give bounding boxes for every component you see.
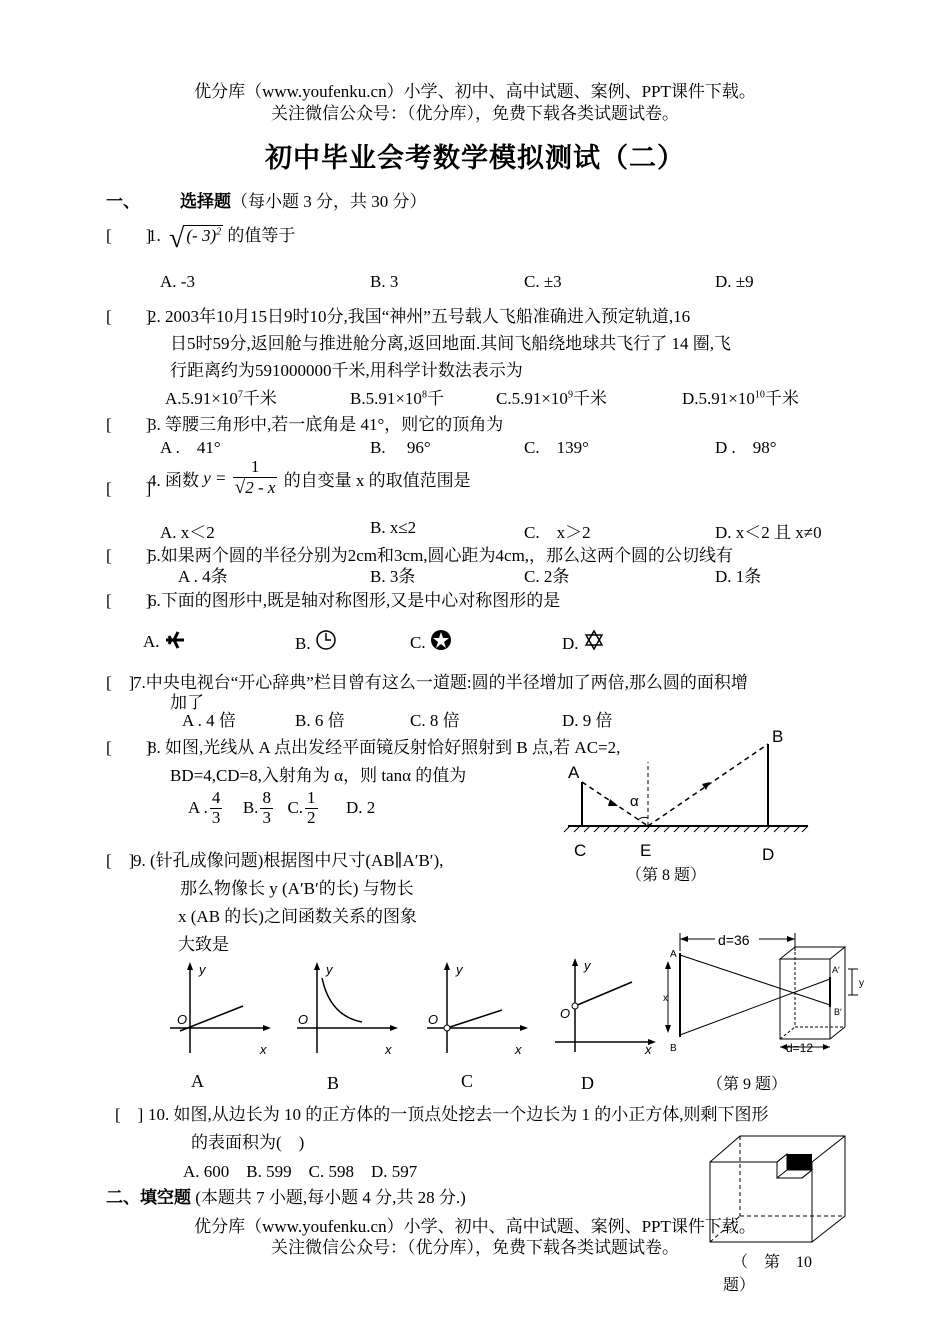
figure-9-y: y (859, 978, 864, 989)
q9-bracket[interactable]: [ ] (106, 851, 135, 870)
q4-fraction (233, 458, 278, 499)
figure-8-caption: （第 8 题） (626, 867, 707, 884)
q8-option-c-num: 1 (307, 788, 316, 807)
q1-option-b[interactable]: B. 3 (370, 272, 399, 291)
q2-option-a[interactable] (165, 384, 277, 409)
q1-tail: 的值等于 (227, 226, 296, 245)
section-1-heading (180, 187, 427, 212)
q4-stem (148, 458, 471, 499)
q4-numerator: 1 (233, 458, 278, 478)
q4-lhs: y = (203, 468, 227, 488)
q3-stem: 3. 等腰三角形中,若一底角是 41°，则它的顶角为 (148, 415, 504, 434)
q4-denominator: √2 - x (234, 476, 276, 498)
section-2-note: (本题共 7 小题,每小题 4 分,共 28 分.) (195, 1188, 466, 1207)
section-1-note: （每小题 3 分，共 30 分） (231, 192, 427, 211)
q6-stem: 6.下面的图形中,既是轴对称图形,又是中心对称图形的是 (148, 591, 561, 610)
q8-option-b-den: 3 (262, 807, 271, 827)
q2-option-d-unit: 千米 (764, 389, 799, 408)
q7-option-b[interactable]: B. 6 倍 (295, 711, 345, 730)
q9-option-a[interactable]: A (191, 1071, 204, 1091)
figure-9-d2: d=12 (786, 1041, 814, 1055)
airplane-icon (164, 629, 186, 651)
q1-option-d[interactable]: D. ±9 (715, 272, 754, 291)
q10-line-1: 10. 如图,从边长为 10 的正方体的一顶点处挖去一个边长为 1 的小正方体,则剩下图形 (148, 1105, 769, 1124)
q1-bracket[interactable]: [ ] (106, 226, 152, 245)
q9-graph-b-x: x (385, 1042, 392, 1057)
q1-stem (148, 221, 295, 255)
q3-option-d[interactable]: D . 98° (715, 438, 777, 457)
q9-graph-a-o: O (177, 1012, 188, 1027)
q9-option-c[interactable]: C (461, 1071, 474, 1091)
q1-radicand: (- 3) (186, 226, 217, 245)
figure-8-label-d: D (762, 845, 775, 864)
q6-option-b-label: B. (295, 634, 311, 653)
figure-8-label-c: C (574, 841, 587, 860)
q9-graph-b-y: y (326, 962, 333, 977)
footer-line-1: 优分库（www.youfenku.cn）小学、初中、高中试题、案例、PPT课件下载。 (194, 1217, 756, 1236)
q9-line-2: 那么物像长 y (A′B′的长) 与物长 (180, 879, 414, 898)
q8-option-b-num: 8 (262, 788, 271, 807)
q1-radical: √ (- 3)$^2$ (169, 223, 222, 254)
q8-option-a[interactable] (188, 788, 224, 827)
q3-bracket[interactable]: [ ] (106, 415, 152, 434)
q5-bracket[interactable]: [ ] (106, 546, 152, 565)
figure-8-label-b: B (772, 727, 784, 746)
page-title: 初中毕业会考数学模拟测试（二） (265, 143, 685, 173)
figure-9-x: x (663, 993, 668, 1004)
q9-option-b[interactable]: B (327, 1073, 340, 1093)
q9-graph-d-y: y (584, 958, 591, 973)
q2-option-c[interactable] (496, 384, 607, 409)
q2-option-d[interactable] (682, 384, 799, 409)
q8-option-b-fraction (260, 789, 273, 827)
q9-graph-c-o: O (428, 1012, 439, 1027)
q9-graph-c-y: y (456, 962, 463, 977)
q6-option-a[interactable] (143, 629, 186, 652)
q9-graph-c-x: x (515, 1042, 522, 1057)
q2-option-a-unit: 千米 (242, 389, 277, 408)
q3-option-c[interactable]: C. 139° (524, 438, 589, 457)
q5-option-d[interactable]: D. 1条 (715, 567, 762, 586)
q7-stem-line-2: 加了 (170, 693, 204, 712)
q4-option-d[interactable]: D. x＜2 且 x≠0 (715, 523, 822, 542)
q2-option-b-unit: 千 (426, 389, 444, 408)
q9-graph-d[interactable] (550, 950, 665, 1058)
section-2-heading (106, 1183, 466, 1208)
q7-option-c[interactable]: C. 8 倍 (410, 711, 460, 730)
figure-10-caption-2: 题） (723, 1277, 756, 1294)
q2-option-c-unit: 千米 (572, 389, 607, 408)
figure-8-label-a: A (568, 763, 580, 782)
q8-option-a-num: 4 (211, 788, 221, 807)
q1-exponent: 2 (216, 226, 222, 238)
q2-line-3: 行距离约为591000000千米,用科学计数法表示为 (170, 361, 523, 380)
q6-bracket[interactable]: [ ] (106, 591, 152, 610)
q9-line-4: 大致是 (178, 935, 229, 954)
q7-stem-line-1: 7.中央电视台“开心辞典”栏目曾有这么一道题:圆的半径增加了两倍,那么圆的面积增 (133, 673, 748, 692)
section-2-name: 二、填空题 (106, 1188, 191, 1207)
q5-option-c[interactable]: C. 2条 (524, 567, 570, 586)
q6-option-c-label: C. (410, 633, 426, 652)
q2-option-a-exp: 7 (237, 389, 243, 401)
q3-option-a[interactable]: A . 41° (160, 438, 221, 457)
q8-line-1: 8. 如图,光线从 A 点出发经平面镜反射恰好照射到 B 点,若 AC=2, (148, 738, 621, 757)
figure-9-label-a: A (670, 949, 677, 960)
q8-option-b-label: B. (242, 798, 259, 818)
q8-bracket[interactable]: [ ] (106, 738, 152, 757)
q4-tail: 的自变量 x 的取值范围是 (283, 470, 471, 490)
q2-option-c-exp: 9 (567, 389, 573, 401)
figure-9-label-b-prime: B′ (834, 1007, 842, 1017)
q2-option-a-base: A.5.91×10 (165, 389, 238, 408)
q4-option-b[interactable]: B. x≤2 (370, 518, 417, 537)
q5-option-b[interactable]: B. 3条 (370, 567, 416, 586)
q9-option-d[interactable]: D (581, 1073, 594, 1093)
q9-graph-b-o: O (298, 1012, 309, 1027)
q1-number: 1. (148, 226, 161, 245)
q9-line-1: 9. (针孔成像问题)根据图中尺寸(AB∥A′B′), (133, 851, 444, 870)
figure-8-label-alpha: α (630, 793, 639, 810)
clock-icon (315, 629, 337, 651)
q8-option-c-den: 2 (307, 807, 316, 827)
figure-8-label-e: E (640, 841, 652, 860)
q1-option-a[interactable]: A. -3 (160, 272, 195, 291)
footer-line-2: 关注微信公众号：（优分库），免费下载各类试题试卷。 (271, 1238, 679, 1257)
q2-option-b-base: B.5.91×10 (350, 389, 422, 408)
q9-graph-a-y: y (199, 962, 206, 977)
q2-line-2: 日5时59分,返回舱与推进舱分离,返回地面.其间飞船绕地球共飞行了 14 圈,飞 (170, 334, 731, 353)
q8-option-c-label: C. (287, 798, 304, 818)
q5-stem: 5.如果两个圆的半径分别为2cm和3cm,圆心距为4cm,，那么这两个圆的公切线有 (148, 546, 734, 565)
star-of-david-icon (583, 629, 605, 651)
q2-option-d-base: D.5.91×10 (682, 389, 755, 408)
q2-bracket[interactable]: [ ] (106, 307, 152, 326)
section-1-name: 选择题 (180, 192, 231, 211)
q4-prefix: 4. 函数 (148, 470, 199, 490)
figure-8 (560, 722, 820, 882)
q8-option-c-fraction (305, 789, 318, 827)
q9-graph-b[interactable] (292, 958, 407, 1058)
q9-line-3: x (AB 的长)之间函数关系的图象 (178, 907, 417, 926)
star-circle-icon (430, 629, 452, 651)
q3-option-b[interactable]: B. 96° (370, 438, 431, 457)
q8-line-2: BD=4,CD=8,入射角为 α，则 tanα 的值为 (170, 766, 467, 785)
figure-10-caption-1: （ 第 10 (732, 1254, 813, 1271)
q6-option-a-label: A. (143, 632, 160, 651)
figure-9-label-a-prime: A′ (832, 965, 840, 975)
section-1-number: 一、 (106, 192, 140, 211)
q2-line-1: 2. 2003年10月15日9时10分,我国“神州”五号载人飞船准确进入预定轨道,16 (148, 307, 691, 326)
q9-graph-a-x: x (260, 1042, 267, 1057)
q6-option-d-label: D. (562, 634, 579, 653)
q1-option-c[interactable]: C. ±3 (524, 272, 562, 291)
q8-option-c[interactable] (287, 788, 319, 827)
q6-option-b[interactable] (295, 629, 337, 654)
q4-option-c[interactable]: C. x＞2 (524, 523, 591, 542)
q8-options (188, 789, 375, 827)
q4-option-a[interactable]: A. x＜2 (160, 523, 215, 542)
q10-line-2: 的表面积为( ) (191, 1133, 305, 1152)
q9-graph-a[interactable] (165, 958, 280, 1058)
q4-radicand: 2 - x (245, 477, 276, 497)
q5-option-a[interactable]: A . 4条 (178, 567, 228, 586)
q8-option-a-den: 3 (211, 807, 221, 827)
q6-option-d[interactable] (562, 629, 605, 654)
q9-graph-d-x: x (645, 1042, 652, 1057)
q2-option-d-exp: 10 (754, 389, 765, 401)
q8-option-a-label: A . (188, 798, 208, 818)
header-line-2: 关注微信公众号：（优分库），免费下载各类试题试卷。 (271, 104, 679, 123)
q10-options[interactable]: A. 600 B. 599 C. 598 D. 597 (183, 1162, 418, 1181)
figure-9-d1: d=36 (718, 932, 750, 948)
figure-9-label-b: B (670, 1043, 677, 1054)
figure-9 (660, 925, 875, 1060)
q7-bracket[interactable]: [ ] (106, 673, 135, 692)
q8-option-d[interactable]: D. 2 (346, 798, 376, 818)
q10-bracket[interactable]: [ ] (115, 1105, 144, 1124)
q9-graph-d-o: O (560, 1006, 571, 1021)
q4-bracket[interactable]: [ ] (106, 479, 152, 498)
figure-9-caption: （第 9 题） (707, 1076, 788, 1093)
q7-option-d[interactable]: D. 9 倍 (562, 711, 613, 730)
q8-option-a-fraction (210, 789, 223, 827)
q2-option-b-exp: 8 (421, 389, 427, 401)
q6-option-c[interactable] (410, 629, 452, 653)
q2-option-c-base: C.5.91×10 (496, 389, 568, 408)
header-line-1: 优分库（www.youfenku.cn）小学、初中、高中试题、案例、PPT课件下载。 (194, 82, 756, 101)
q2-option-b[interactable] (350, 384, 444, 409)
q8-option-b[interactable] (242, 788, 275, 827)
q7-option-a[interactable]: A . 4 倍 (182, 711, 236, 730)
q9-graph-c[interactable] (422, 958, 537, 1058)
